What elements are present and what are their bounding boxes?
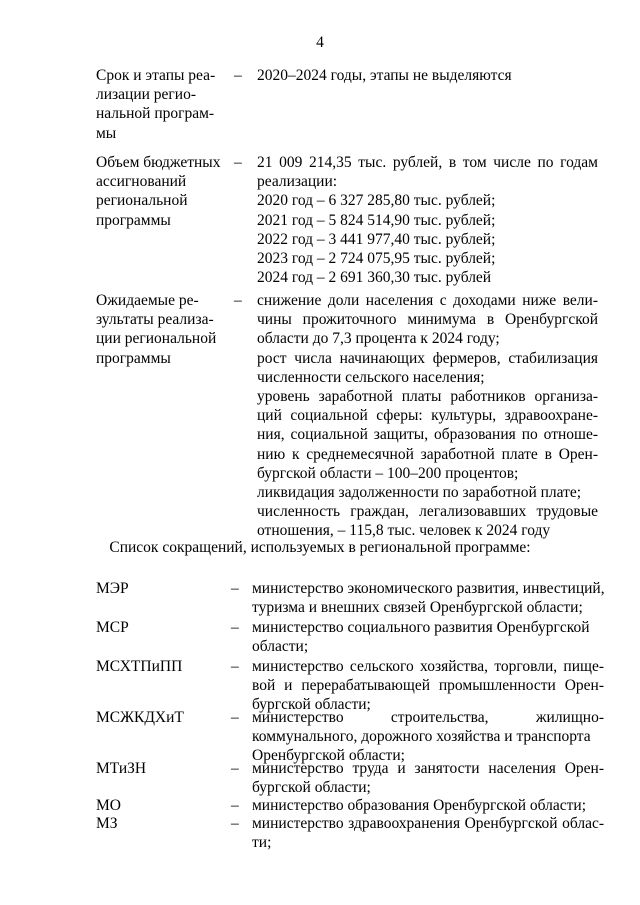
abbreviation-definition — [252, 579, 604, 617]
dash: – — [234, 292, 242, 309]
dash: – — [231, 797, 239, 814]
abbreviation-code: МЗ — [96, 815, 118, 832]
definition-line: министерство здравоохранения Оренбургской облас- — [252, 815, 604, 832]
abbreviation-definition — [252, 708, 604, 766]
definition-line: министерство строительства, жилищно- — [252, 709, 604, 726]
passport-label: Срок и этапы реа- лизации регио- нальной програм- мы — [96, 67, 216, 142]
definition-line: бургской области; — [252, 696, 371, 714]
value-line: нию к среднемесячной заработной плате в Орен- — [257, 445, 598, 463]
definition-line: министерство сельского хозяйства, торговли, пище- — [252, 658, 604, 675]
value-line: 2020–2024 годы, этапы не выделяются — [257, 67, 512, 84]
value-line: области до 7,3 процента к 2024 году; — [257, 330, 500, 348]
value-line: 2024 год – 2 691 360,30 тыс. рублей — [257, 269, 492, 287]
abbreviation-definition — [252, 618, 604, 656]
value-line: 2023 год – 2 724 075,95 тыс. рублей; — [257, 250, 496, 268]
abbreviation-code: МЭР — [96, 580, 129, 597]
abbreviation-code: МСЖКДХиТ — [96, 709, 184, 726]
definition-line: бургской области; — [252, 779, 371, 797]
value-line: рост числа начинающих фермеров, стабилизация — [257, 349, 598, 367]
dash: – — [231, 815, 239, 832]
page-number: 4 — [316, 34, 324, 51]
value-line: ций социальной сферы: культуры, здравоохране- — [257, 407, 598, 425]
value-line: 2022 год – 3 441 977,40 тыс. рублей; — [257, 230, 496, 248]
value-line: 2020 год – 6 327 285,80 тыс. рублей; — [257, 192, 496, 210]
value-line: 2021 год – 5 824 514,90 тыс. рублей; — [257, 211, 496, 229]
definition-line: вой и перерабатывающей промышленности Орен- — [252, 677, 604, 695]
abbreviations-heading: Список сокращений, используемых в региональной программе: — [109, 539, 531, 556]
value-line: отношения, – 115,8 тыс. человек к 2024 году — [257, 522, 551, 540]
value-line: численности сельского населения; — [257, 368, 485, 386]
dash: – — [231, 658, 239, 675]
definition-line: министерство экономического развития, инвестиций, — [252, 580, 605, 597]
definition-line: ти; — [252, 834, 272, 852]
passport-value — [257, 66, 598, 85]
passport-value — [257, 153, 598, 287]
abbreviation-definition — [252, 796, 604, 815]
dash: – — [231, 580, 239, 597]
abbreviation-code: МТиЗН — [96, 760, 147, 777]
value-line: чины прожиточного минимума в Оренбургской — [257, 311, 598, 329]
value-line: ния, социальной защиты, образования по отноше- — [257, 426, 598, 444]
dash: – — [234, 67, 242, 84]
abbreviation-code: МСР — [96, 619, 129, 636]
passport-label: Объем бюджетных ассигнований региональной программы — [96, 154, 221, 229]
abbreviation-definition — [252, 759, 604, 797]
value-line: ликвидация задолженности по заработной плате; — [257, 484, 582, 502]
dash: – — [234, 154, 242, 171]
definition-line: министерство социального развития Оренбургской — [252, 619, 590, 636]
abbreviation-definition — [252, 814, 604, 852]
dash: – — [231, 760, 239, 777]
value-line: уровень заработной платы работников организа- — [257, 388, 598, 406]
definition-line: министерство образования Оренбургской области; — [252, 797, 587, 814]
definition-line: коммунального, дорожного хозяйства и транспорта — [252, 728, 591, 746]
value-line: бургской области – 100–200 процентов; — [257, 464, 519, 482]
abbreviation-code: МСХТПиПП — [96, 658, 183, 675]
definition-line: Оренбургской области; — [252, 747, 405, 765]
definition-line: области; — [252, 638, 309, 656]
dash: – — [231, 619, 239, 636]
abbreviation-code: МО — [96, 797, 121, 814]
definition-line: министерство труда и занятости населения Орен- — [252, 760, 604, 777]
passport-label: Ожидаемые ре- зультаты реализа- ции региональной программы — [96, 292, 217, 367]
dash: – — [231, 709, 239, 726]
definition-line: туризма и внешних связей Оренбургской области; — [252, 599, 583, 617]
value-line: реализации: — [257, 173, 338, 191]
passport-value — [257, 291, 598, 541]
abbreviation-definition — [252, 657, 604, 715]
value-line: 21 009 214,35 тыс. рублей, в том числе по годам — [257, 154, 598, 171]
value-line: снижение доли населения с доходами ниже вели- — [257, 292, 598, 309]
value-line: численность граждан, легализовавших трудовые — [257, 503, 598, 521]
